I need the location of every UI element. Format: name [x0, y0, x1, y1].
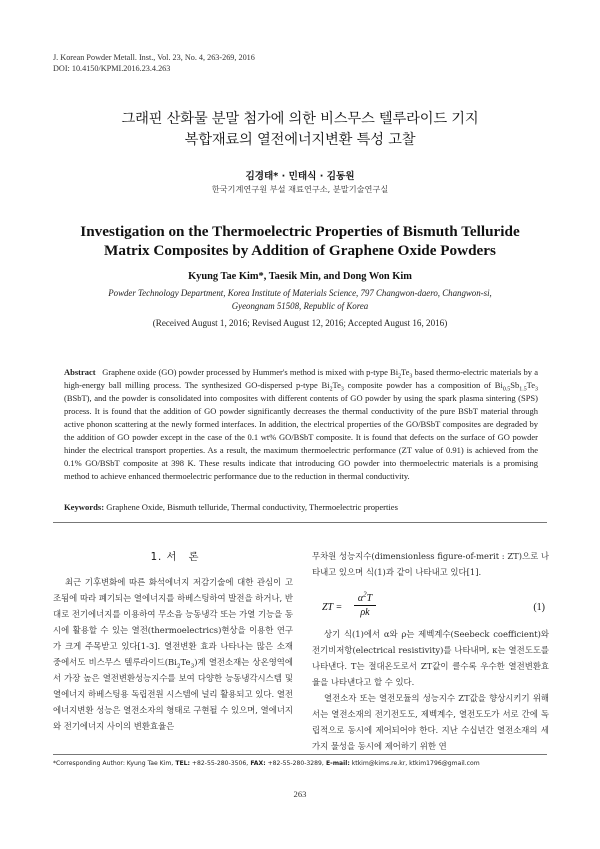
equation-fraction	[354, 592, 376, 620]
abstract-text: Graphene oxide (GO) powder processed by Hummer's method is mixed with p-type Bi	[102, 367, 399, 377]
korean-title	[0, 109, 600, 151]
footnote-label: *Corresponding Author: Kyung Tae Kim,	[53, 760, 174, 767]
equation-1	[312, 592, 549, 624]
body-left-column	[53, 574, 293, 734]
journal-header	[53, 52, 255, 74]
english-affiliation-line1: Powder Technology Department, Korea Institute of Materials Science, 797 Changwon-daero, Changwon-si,	[108, 288, 492, 298]
abstract-text: composite powder has a composition of Bi	[343, 380, 503, 390]
section-heading: 1. 서 론	[150, 552, 200, 563]
subscript: 3	[190, 663, 195, 670]
footnote-divider	[53, 754, 547, 755]
abstract	[64, 366, 538, 483]
abstract-text: Te	[401, 367, 410, 377]
english-title-line1: Investigation on the Thermoelectric Properties of Bismuth Telluride	[80, 223, 520, 240]
equation-lhs: ZT =	[322, 602, 343, 613]
abstract-text: Sb	[510, 380, 520, 390]
english-authors: Kyung Tae Kim*, Taesik Min, and Dong Won Kim	[188, 271, 412, 282]
body-text: )계 열전소재는 상온영역에서 가장 높은 열전변환성능지수를 보여 다양한 능동냉각시스템 및 열에너지 하베스팅용 독립전원 시스템에 널리 활용되고 있다. 열전에너지변환 성능은 열전소자의 형태로 구현될 수 있으며, 열에너지와 전기에너지 사이의 변환효율은	[53, 657, 293, 731]
subscript: 3	[535, 386, 539, 393]
subscript: 2	[329, 386, 333, 393]
equation-numerator	[354, 592, 376, 606]
korean-title-line2: 복합재료의 열전에너지변환 특성 고찰	[184, 132, 416, 148]
keywords	[64, 502, 538, 512]
paragraph: 상기 식(1)에서 α와 ρ는 제벡계수(Seebeck coefficient)와 전기비저항(electrical resistivity)를 나타내며, κ는 열전도도를 나타낸다. T는 절대온도로서 ZT값이 클수록 우수한 열전변환효율을 나타낸다고 할 수 있다.	[312, 629, 549, 687]
divider	[53, 522, 547, 523]
equation-alpha: α	[357, 593, 364, 604]
footnote-fax-label: FAX:	[248, 760, 266, 767]
subscript: 2	[398, 373, 402, 380]
body-text: 최근 기후변화에 따른 화석에너지 저감기술에 대한 관심이 고조됨에 따라 폐기되는 열에너지를 하베스팅하여 발전을 하거나, 반대로 전기에너지를 이용하여 무소음 능동냉각 또는 가열 기능을 동시에 활용할 수 있는 열전(thermoelectrics)현상을 이용한 연구가 크게 주목받고 있다[1-3]. 열전변환 효과 나타나는 많은 소재 중에서도 비스무스 텔루라이드(Bi	[53, 577, 293, 667]
subscript: 0.5	[502, 386, 511, 393]
footnote-tel-label: TEL:	[173, 760, 190, 767]
footnote-email: ktkim@kims.re.kr, ktkim1796@gmail.com	[349, 760, 480, 767]
abstract-label: Abstract	[64, 367, 96, 377]
paragraph	[53, 574, 293, 734]
body-right-column-top	[312, 548, 549, 580]
equation-t: T	[366, 593, 373, 604]
keywords-text: Graphene Oxide, Bismuth telluride, Thermal conductivity, Thermoelectric properties	[104, 502, 398, 512]
abstract-text: (BSbT), and the powder is consolidated into composites with different contents of GO powder by using the spark plasma sintering (SPS) process. It is found that the addition of GO powder significantly decreases the thermal conductivity of the pure BSbT material through active phonon scattering at the newly formed interfaces. In addition, the electrical properties of the GO/BSbT composites are degraded by the addition of GO powder except in the case of the 0.1 wt% GO/BSbT composite. It is found that defects on the surface of GO powder hinder the electrical transport properties. As a result, the maximum thermoelectric performance (ZT value of 0.91) is achieved from the 0.1% GO/BSbT composite at 398 K. These results indicate that introducing GO powder into thermoelectric materials is a promising method to achieve enhanced thermoelectric performance due to the reduction in thermal conductivity.	[64, 393, 538, 481]
english-title-line2: Matrix Composites by Addition of Graphene Oxide Powders	[104, 242, 496, 259]
keywords-label: Keywords:	[64, 502, 105, 512]
korean-affiliation: 한국기계연구원 부설 재료연구소, 분말기술연구실	[211, 184, 389, 194]
journal-citation: J. Korean Powder Metall. Inst., Vol. 23, No. 4, 263-269, 2016	[53, 53, 255, 62]
equation-denominator: ρk	[360, 607, 370, 618]
korean-authors: 김경태* · 민태식 · 김동원	[245, 171, 355, 182]
page-number: 263	[293, 789, 307, 799]
journal-doi: DOI: 10.4150/KPMI.2016.23.4.263	[53, 64, 171, 73]
abstract-text: based thermo-electric materials by a high-energy ball milling process. The synthesized GO-dispersed p-type Bi	[64, 367, 538, 390]
subscript: 3	[409, 373, 413, 380]
abstract-text: Te	[332, 380, 341, 390]
footnote	[53, 760, 553, 767]
article-dates: (Received August 1, 2016; Revised August 12, 2016; Accepted August 16, 2016)	[152, 318, 448, 328]
abstract-text: Te	[526, 380, 536, 390]
footnote-email-label: E-mail:	[323, 760, 350, 767]
english-affiliation-line2: Gyeongnam 51508, Republic of Korea	[231, 301, 369, 311]
body-text: Te	[180, 657, 191, 667]
superscript: 2	[363, 590, 367, 599]
footnote-fax: +82-55-280-3289,	[265, 760, 324, 767]
equation-number: (1)	[533, 602, 545, 613]
subscript: 3	[340, 386, 344, 393]
english-title	[0, 222, 600, 260]
korean-title-line1: 그래핀 산화물 분말 첨가에 의한 비스무스 텔루라이드 기지	[121, 111, 479, 127]
subscript: 2	[176, 663, 181, 670]
footnote-tel: +82-55-280-3506,	[189, 760, 249, 767]
subscript: 1.5	[519, 386, 527, 393]
paragraph: 열전소자 또는 열전모듈의 성능지수 ZT값을 향상시키기 위해서는 열전소재의 전기전도도, 제벡계수, 열전도도가 서로 간에 독립적으로 동시에 제어되어야 한다. 지난 수십년간 열전소재의 세 가지 물성을 동시에 제어하기 위한 연	[312, 693, 549, 751]
paragraph: 무차원 성능지수(dimensionless figure-of-merit : ZT)으로 나타내고 있으며 식(1)과 같이 나타내고 있다[1].	[312, 551, 549, 577]
body-right-column	[312, 626, 549, 754]
english-affiliation	[70, 287, 530, 313]
